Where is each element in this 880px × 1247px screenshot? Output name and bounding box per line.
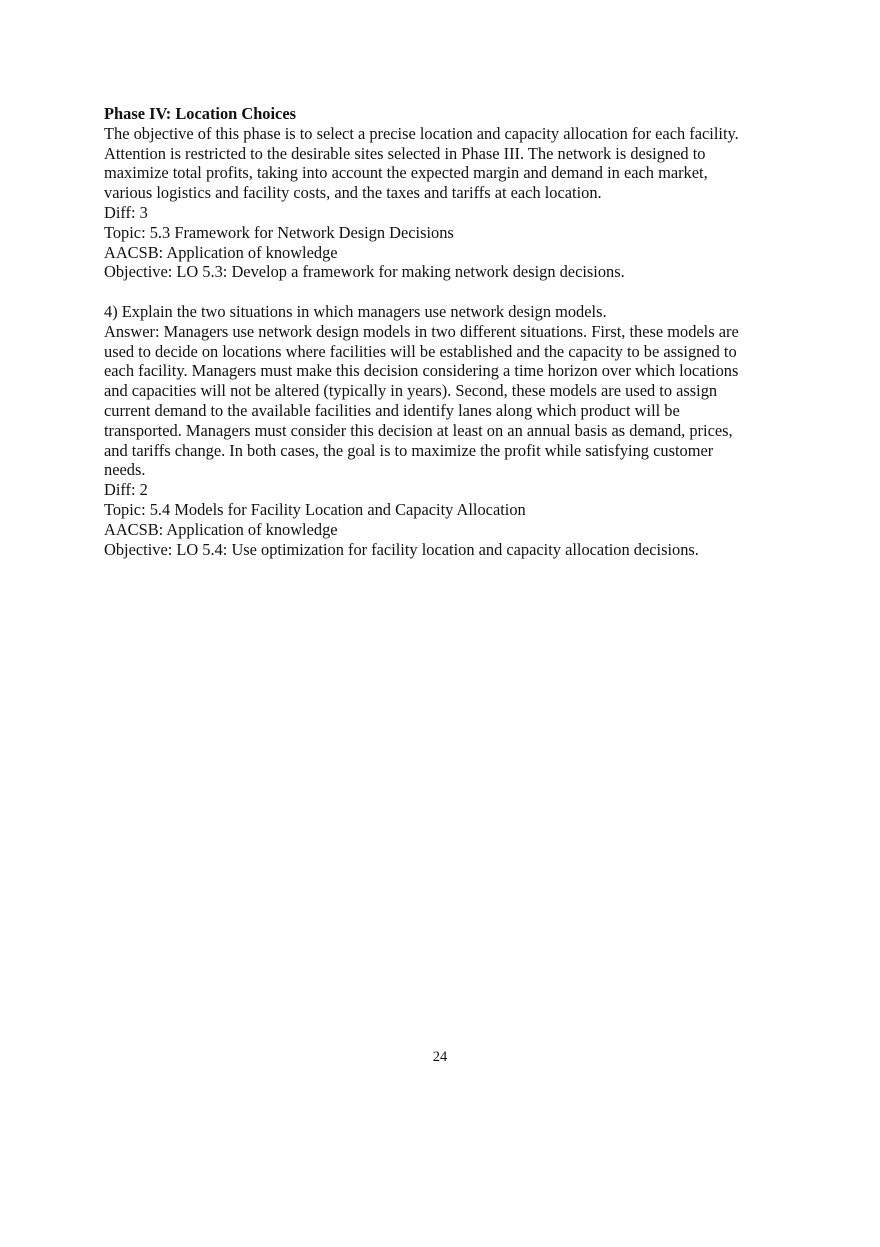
answer-line: current demand to the available facilities and identify lanes along which product will be <box>104 400 680 420</box>
body-line: Attention is restricted to the desirable sites selected in Phase III. The network is designed to <box>104 143 706 163</box>
section-phase-iv <box>104 104 794 282</box>
objective-label: Objective: LO 5.4: Use optimization for facility location and capacity allocation decisions. <box>104 539 699 559</box>
page-number: 24 <box>432 1049 448 1065</box>
answer-line: Answer: Managers use network design models in two different situations. First, these models are <box>104 321 739 341</box>
answer-line: transported. Managers must consider this decision at least on an annual basis as demand, prices, <box>104 420 733 440</box>
body-line: various logistics and facility costs, and the taxes and tariffs at each location. <box>104 183 602 203</box>
difficulty-label: Diff: 3 <box>104 202 148 222</box>
body-line: The objective of this phase is to select a precise location and capacity allocation for each facility. <box>104 123 739 143</box>
answer-line: needs. <box>104 460 146 480</box>
aacsb-label: AACSB: Application of knowledge <box>104 242 338 262</box>
paragraph-gap <box>104 282 794 302</box>
topic-label: Topic: 5.3 Framework for Network Design Decisions <box>104 222 454 242</box>
answer-line: each facility. Managers must make this decision considering a time horizon over which locations <box>104 361 739 381</box>
answer-line: used to decide on locations where facilities will be established and the capacity to be assigned to <box>104 341 737 361</box>
document-page <box>104 104 794 559</box>
body-line: maximize total profits, taking into account the expected margin and demand in each market, <box>104 163 708 183</box>
answer-line: and capacities will not be altered (typically in years). Second, these models are used to assign <box>104 381 718 401</box>
objective-label: Objective: LO 5.3: Develop a framework for making network design decisions. <box>104 262 625 282</box>
answer-line: and tariffs change. In both cases, the goal is to maximize the profit while satisfying customer <box>104 440 714 460</box>
question-4 <box>104 302 794 559</box>
aacsb-label: AACSB: Application of knowledge <box>104 519 338 539</box>
section-heading: Phase IV: Location Choices <box>104 104 296 123</box>
topic-label: Topic: 5.4 Models for Facility Location and Capacity Allocation <box>104 499 526 519</box>
difficulty-label: Diff: 2 <box>104 480 148 500</box>
question-text: 4) Explain the two situations in which managers use network design models. <box>104 301 607 321</box>
